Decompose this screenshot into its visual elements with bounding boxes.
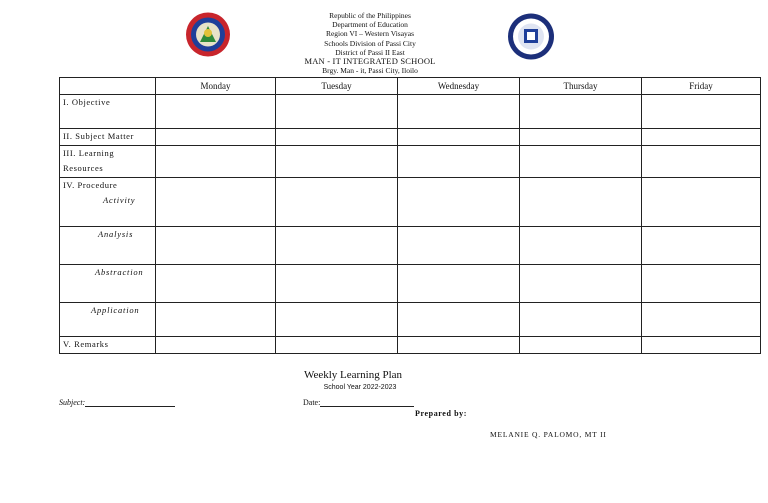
table-cell[interactable] [520, 227, 642, 265]
table-cell[interactable] [156, 146, 276, 178]
table-cell[interactable] [642, 178, 761, 227]
row-label-application-cell [60, 303, 156, 337]
table-cell[interactable] [156, 178, 276, 227]
plan-title: Weekly Learning Plan [303, 369, 403, 381]
table-cell[interactable] [156, 337, 276, 354]
row-label-line: IV. Procedure [63, 180, 118, 190]
table-cell[interactable] [642, 95, 761, 129]
division-seal-right [506, 13, 556, 60]
table-cell[interactable] [398, 303, 520, 337]
table-cell[interactable] [398, 95, 520, 129]
row-label-abstraction-cell [60, 265, 156, 303]
table-cell[interactable] [520, 129, 642, 146]
row-label-learning-resources [60, 146, 156, 178]
table-cell[interactable] [276, 227, 398, 265]
row-label-analysis: Analysis [98, 229, 134, 239]
header-line: Schools Division of Passi City [324, 38, 416, 48]
table-row [60, 337, 761, 354]
table-cell[interactable] [276, 265, 398, 303]
table-row [60, 95, 761, 129]
table-cell[interactable] [398, 337, 520, 354]
row-label-abstraction: Abstraction [95, 267, 144, 277]
table-cell[interactable] [520, 95, 642, 129]
table-cell[interactable] [398, 178, 520, 227]
subject-field [59, 397, 175, 407]
table-cell[interactable] [156, 227, 276, 265]
table-cell[interactable] [520, 303, 642, 337]
row-label-procedure [60, 178, 156, 227]
deped-seal-left [183, 12, 233, 57]
table-cell[interactable] [156, 95, 276, 129]
school-address: Brgy. Man - it, Passi City, Iloilo [322, 66, 418, 76]
day-header-monday: Monday [156, 78, 276, 95]
row-label-line: Resources [63, 163, 104, 173]
header-line: Department of Education [332, 20, 408, 30]
subject-blank-line[interactable] [85, 397, 175, 407]
subject-label: Subject: [59, 398, 86, 407]
table-cell[interactable] [642, 337, 761, 354]
signer-name: MELANIE Q. PALOMO, MT II [490, 430, 607, 439]
table-cell[interactable] [276, 337, 398, 354]
table-cell[interactable] [276, 129, 398, 146]
table-cell[interactable] [520, 146, 642, 178]
table-cell[interactable] [520, 337, 642, 354]
prepared-by-label: Prepared by: [415, 409, 468, 418]
table-row [60, 303, 761, 337]
row-label-analysis-cell [60, 227, 156, 265]
header-line: Region VI – Western Visayas [325, 29, 415, 39]
date-label: Date: [303, 398, 321, 407]
table-cell[interactable] [276, 178, 398, 227]
table-cell[interactable] [276, 95, 398, 129]
row-label-activity: Activity [103, 195, 136, 205]
table-cell[interactable] [520, 178, 642, 227]
table-cell[interactable] [276, 146, 398, 178]
day-header-thursday: Thursday [520, 78, 642, 95]
row-label-line: III. Learning [63, 148, 115, 158]
table-row [60, 227, 761, 265]
row-label-remarks: V. Remarks [60, 337, 156, 354]
table-row [60, 129, 761, 146]
day-header-wednesday: Wednesday [398, 78, 520, 95]
row-label-application: Application [91, 305, 140, 315]
date-blank-line[interactable] [320, 397, 414, 407]
school-year: School Year 2022-2023 [323, 384, 397, 391]
table-cell[interactable] [398, 265, 520, 303]
table-cell[interactable] [398, 129, 520, 146]
table-cell[interactable] [156, 265, 276, 303]
header-line: Republic of the Philippines [329, 11, 411, 20]
school-name: MAN - IT INTEGRATED SCHOOL [304, 56, 436, 67]
table-corner-cell [60, 78, 156, 95]
document-header [240, 11, 500, 75]
weekly-plan-table [59, 77, 761, 354]
table-cell[interactable] [642, 129, 761, 146]
table-cell[interactable] [642, 227, 761, 265]
day-header-friday: Friday [642, 78, 761, 95]
table-cell[interactable] [398, 227, 520, 265]
table-cell[interactable] [642, 265, 761, 303]
row-label-objective: I. Objective [60, 95, 156, 129]
table-cell[interactable] [642, 146, 761, 178]
row-label-subject-matter: II. Subject Matter [60, 129, 156, 146]
table-row [60, 178, 761, 227]
table-cell[interactable] [398, 146, 520, 178]
table-cell[interactable] [156, 129, 276, 146]
table-cell[interactable] [520, 265, 642, 303]
table-row [60, 265, 761, 303]
table-row [60, 146, 761, 178]
table-cell[interactable] [276, 303, 398, 337]
table-cell[interactable] [642, 303, 761, 337]
date-field [303, 397, 414, 407]
day-header-tuesday: Tuesday [276, 78, 398, 95]
header-line: District of Passi II East [335, 47, 405, 57]
table-cell[interactable] [156, 303, 276, 337]
